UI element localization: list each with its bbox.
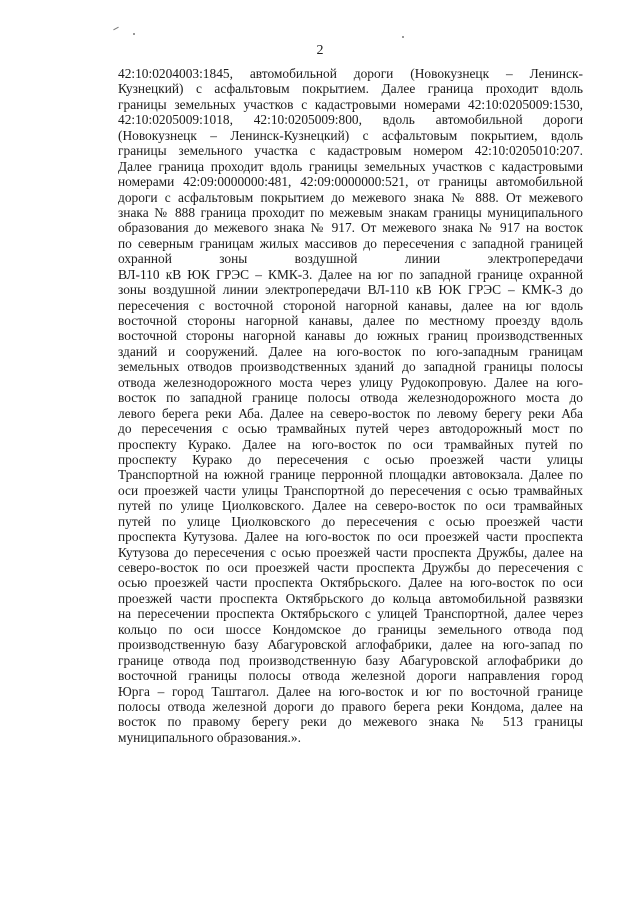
- text-line: Юрга – город Таштагол. Далее на юго-восток и юг по восточной границе: [118, 683, 583, 699]
- text-line: охранной зоны воздушной линии электропередачи: [118, 251, 583, 267]
- text-line: северо-восток по оси проезжей части проспекта Дружбы до пересечения с: [118, 560, 583, 575]
- text-line: (Новокузнецк – Ленинск-Кузнецкий) с асфальтовым покрытием, вдоль: [118, 127, 583, 143]
- text-line: кольцо по оси шоссе Кондомское до границы земельного отвода под: [118, 621, 583, 637]
- text-line: проспекту Курако до пересечения с осью проезжей части улицы: [118, 451, 583, 467]
- body-paragraph: [118, 66, 583, 745]
- text-line: ВЛ-110 кВ ЮК ГРЭС – КМК-3. Далее на юг по западной границе охранной: [118, 266, 583, 282]
- text-line: проспекта Кутузова. Далее на юго-восток по оси проезжей части проспекта: [118, 529, 583, 545]
- text-line: оси проезжей части улицы Транспортной до пересечения с осью трамвайных: [118, 482, 583, 498]
- text-line: границы земельных участков с кадастровыми номерами 42:10:0205009:1530,: [118, 96, 583, 112]
- text-line: Кузнецкий) с асфальтовым покрытием. Далее граница проходит вдоль: [118, 81, 583, 97]
- text-line: проезжей части проспекта Октябрьского до кольца автомобильной развязки: [118, 590, 583, 606]
- text-line: отвода железнодорожного моста через улицу Рудокопровую. Далее на юго-: [118, 374, 583, 390]
- text-line: осью проезжей части проспекта Октябрьского. Далее на юго-восток по оси: [118, 575, 583, 591]
- text-line: восточной стороны нагорной канавы до южных границ производственных: [118, 328, 583, 344]
- text-line: 42:10:0204003:1845, автомобильной дороги (Новокузнецк – Ленинск-: [118, 66, 583, 81]
- text-line: номерами 42:09:0000000:481, 42:09:0000000:521, от границы автомобильной: [118, 174, 583, 190]
- text-line: границе отвода под производственную базу Абагуровской аглофабрики до: [118, 652, 583, 668]
- text-line: восточной стороны нагорной канавы, далее по местному проезду вдоль: [118, 313, 583, 328]
- text-line: по северным границам жилых массивов до пересечения с западной границей: [118, 235, 583, 251]
- text-line: образования до межевого знака № 917. От межевого знака № 917 на восток: [118, 220, 583, 236]
- text-line: 42:10:0205009:1018, 42:10:0205009:800, вдоль автомобильной дороги: [118, 112, 583, 128]
- text-line: дороги с асфальтовым покрытием до межевого знака № 888. От межевого: [118, 189, 583, 205]
- page-number: 2: [316, 43, 324, 58]
- text-line: пересечения с восточной стороной нагорной канавы, далее на юг вдоль: [118, 297, 583, 313]
- text-line: путей по улице Циолковского. Далее на северо-восток по оси трамвайных: [118, 498, 583, 514]
- text-line: восток по правому берегу реки до межевого знака № 513 границы: [118, 714, 583, 730]
- text-line: Транспортной на южной границе перронной площадки автовокзала. Далее по: [118, 467, 583, 483]
- text-line: восточной границы полосы отвода железной дороги направления город: [118, 668, 583, 684]
- text-line: границы земельного участка с кадастровым номером 42:10:0205010:207.: [118, 143, 583, 159]
- scan-speck: [113, 27, 119, 31]
- text-line: земельных отводов производственных зданий до западной границы полосы: [118, 359, 583, 375]
- text-line: зданий и сооружений. Далее на юго-восток по юго-западным границам: [118, 343, 583, 359]
- text-line: левого берега реки Аба. Далее на северо-восток по левому берегу реки Аба: [118, 405, 583, 421]
- text-line: путей по улице Циолковского до пересечения с осью проезжей части: [118, 513, 583, 529]
- text-line: проспекту Курако. Далее на юго-восток по оси трамвайных путей по: [118, 436, 583, 452]
- text-line: Далее граница проходит вдоль границы земельных участков с кадастровыми: [118, 158, 583, 174]
- text-line: производственную базу Абагуровской аглофабрики, далее на юго-запад по: [118, 637, 583, 653]
- scan-speck: [133, 33, 135, 35]
- text-line: муниципального образования.».: [118, 729, 301, 745]
- text-line: полосы отвода железной дороги до правого берега реки Кондома, далее на: [118, 698, 583, 714]
- text-line: зоны воздушной линии электропередачи ВЛ-110 кВ ЮК ГРЭС – КМК-3 до: [118, 282, 583, 298]
- scan-speck: [402, 36, 404, 38]
- text-line: восток по западной границе полосы отвода железнодорожного моста до: [118, 390, 583, 406]
- text-line: Кутузова до пересечения с осью проезжей части проспекта Дружбы, далее на: [118, 544, 583, 560]
- text-line: до пересечения с осью трамвайных путей через автодорожный мост по: [118, 421, 583, 437]
- text-line: знака № 888 граница проходит по межевым знакам границы муниципального: [118, 204, 583, 220]
- text-line: на пересечении проспекта Октябрьского с улицей Транспортной, далее через: [118, 606, 583, 622]
